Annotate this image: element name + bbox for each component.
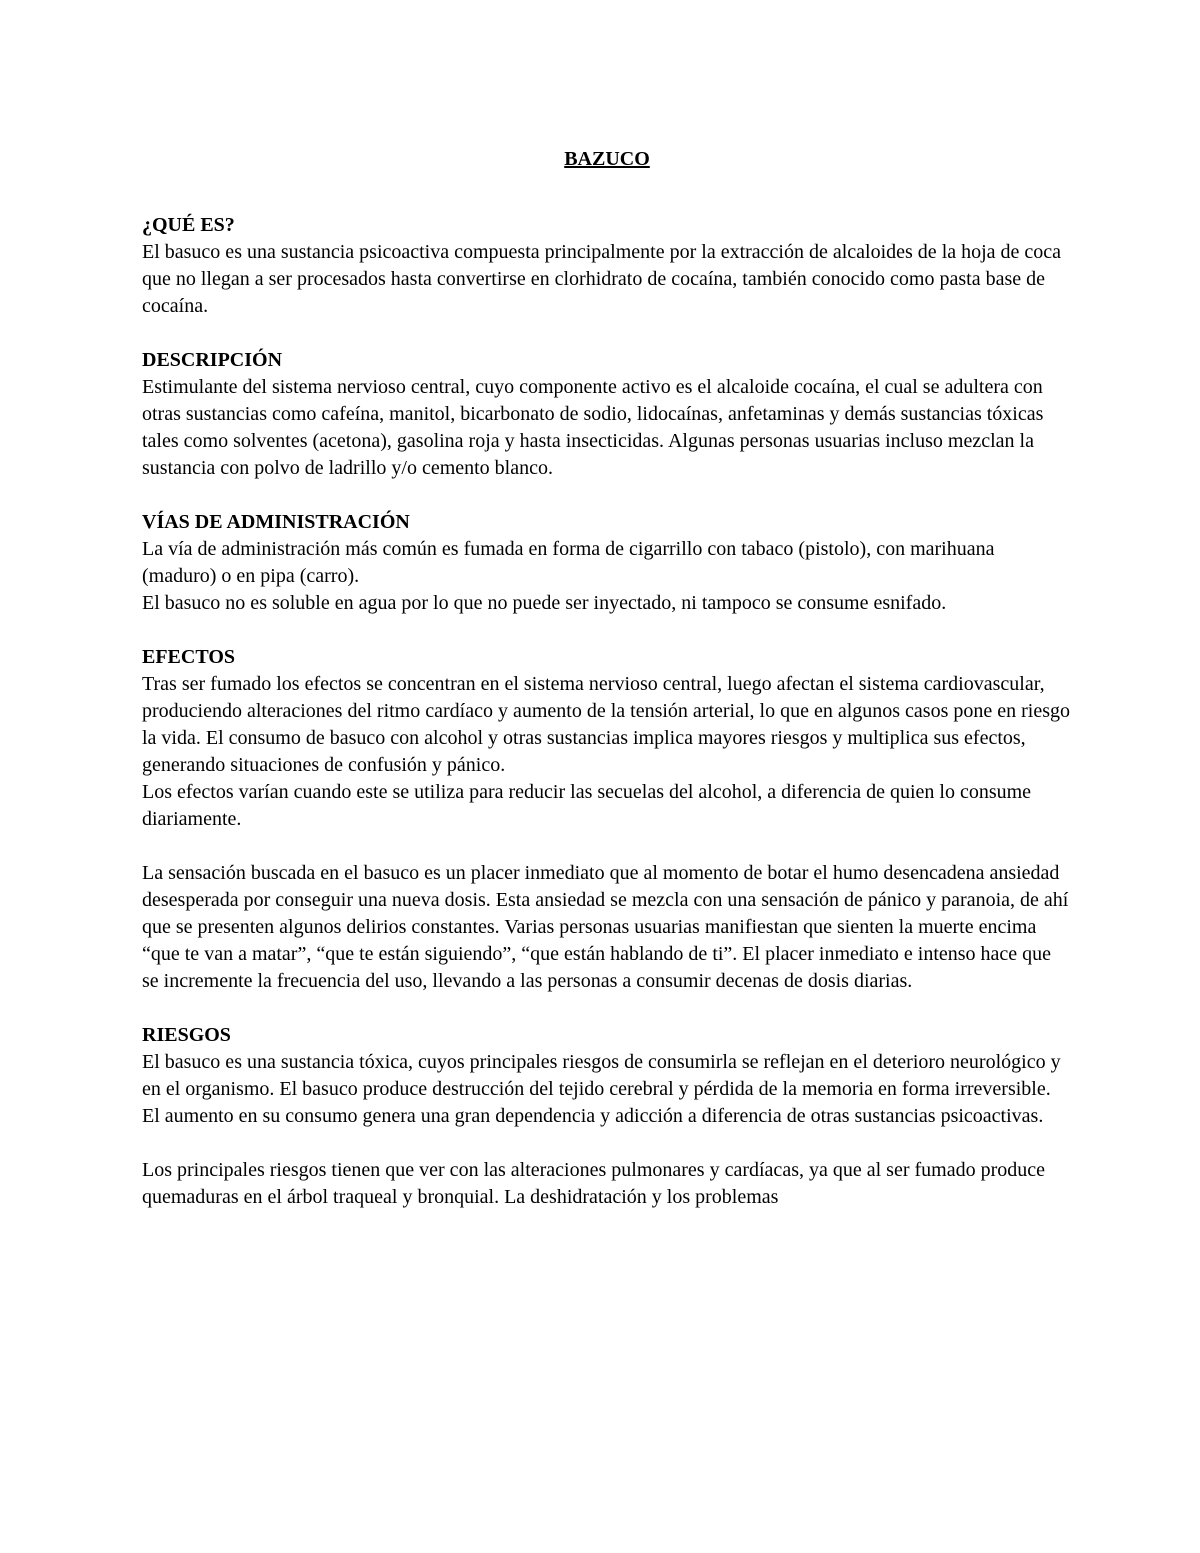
document-body xyxy=(142,146,1072,1238)
section-paragraph: La vía de administración más común es fumada en forma de cigarrillo con tabaco (pistolo), con marihuana (maduro) o en pipa (carro). xyxy=(142,538,995,587)
section-heading: VÍAS DE ADMINISTRACIÓN xyxy=(142,511,410,533)
section-heading: DESCRIPCIÓN xyxy=(142,349,283,371)
section-paragraph: El aumento en su consumo genera una gran dependencia y adicción a diferencia de otras sustancias psicoactivas. xyxy=(142,1105,1044,1127)
section-paragraph: Estimulante del sistema nervioso central, cuyo componente activo es el alcaloide cocaína, el cual se adultera con otras sustancias como cafeína, manitol, bicarbonato de sodio, lidocaínas, anfetaminas y demás sustancias tóxicas tales como solventes (acetona), gasolina roja y hasta insecticidas. Algunas personas usuarias incluso mezclan la sustancia con polvo de ladrillo y/o cemento blanco. xyxy=(142,376,1044,479)
section-heading: RIESGOS xyxy=(142,1024,231,1046)
section-paragraph: El basuco no es soluble en agua por lo que no puede ser inyectado, ni tampoco se consume esnifado. xyxy=(142,592,947,614)
section-paragraph: El basuco es una sustancia tóxica, cuyos principales riesgos de consumirla se reflejan en el deterioro neurológico y en el organismo. El basuco produce destrucción del tejido cerebral y pérdida de la memoria en forma irreversible. xyxy=(142,1051,1061,1100)
section-heading: EFECTOS xyxy=(142,646,235,668)
section-descripcion xyxy=(142,347,1072,482)
section-efectos xyxy=(142,644,1072,995)
section-paragraph: Tras ser fumado los efectos se concentran en el sistema nervioso central, luego afectan el sistema cardiovascular, produciendo alteraciones del ritmo cardíaco y aumento de la tensión arterial, lo que en algunos casos pone en riesgo la vida. El consumo de basuco con alcohol y otras sustancias implica mayores riesgos y multiplica sus efectos, generando situaciones de confusión y pánico. xyxy=(142,673,1071,776)
section-heading: ¿QUÉ ES? xyxy=(142,214,235,236)
section-vias-de-administracion xyxy=(142,509,1072,617)
section-paragraph: Los efectos varían cuando este se utiliza para reducir las secuelas del alcohol, a diferencia de quien lo consume diariamente. xyxy=(142,781,1032,830)
section-paragraph: Los principales riesgos tienen que ver con las alteraciones pulmonares y cardíacas, ya que al ser fumado produce quemaduras en el árbol traqueal y bronquial. La deshidratación y los problemas xyxy=(142,1159,1045,1208)
section-paragraph: La sensación buscada en el basuco es un placer inmediato que al momento de botar el humo desencadena ansiedad desesperada por conseguir una nueva dosis. Esta ansiedad se mezcla con una sensación de pánico y paranoia, de ahí que se presenten algunos delirios constantes. Varias personas usuarias manifiestan que sienten la muerte encima “que te van a matar”, “que te están siguiendo”, “que están hablando de ti”. El placer inmediato e intenso hace que se incremente la frecuencia del uso, llevando a las personas a consumir decenas de dosis diarias. xyxy=(142,862,1069,992)
document-title: BAZUCO xyxy=(564,148,650,170)
section-que-es xyxy=(142,212,1072,320)
section-riesgos xyxy=(142,1022,1072,1211)
section-paragraph: El basuco es una sustancia psicoactiva compuesta principalmente por la extracción de alcaloides de la hoja de coca que no llegan a ser procesados hasta convertirse en clorhidrato de cocaína, también conocido como pasta base de cocaína. xyxy=(142,241,1062,317)
